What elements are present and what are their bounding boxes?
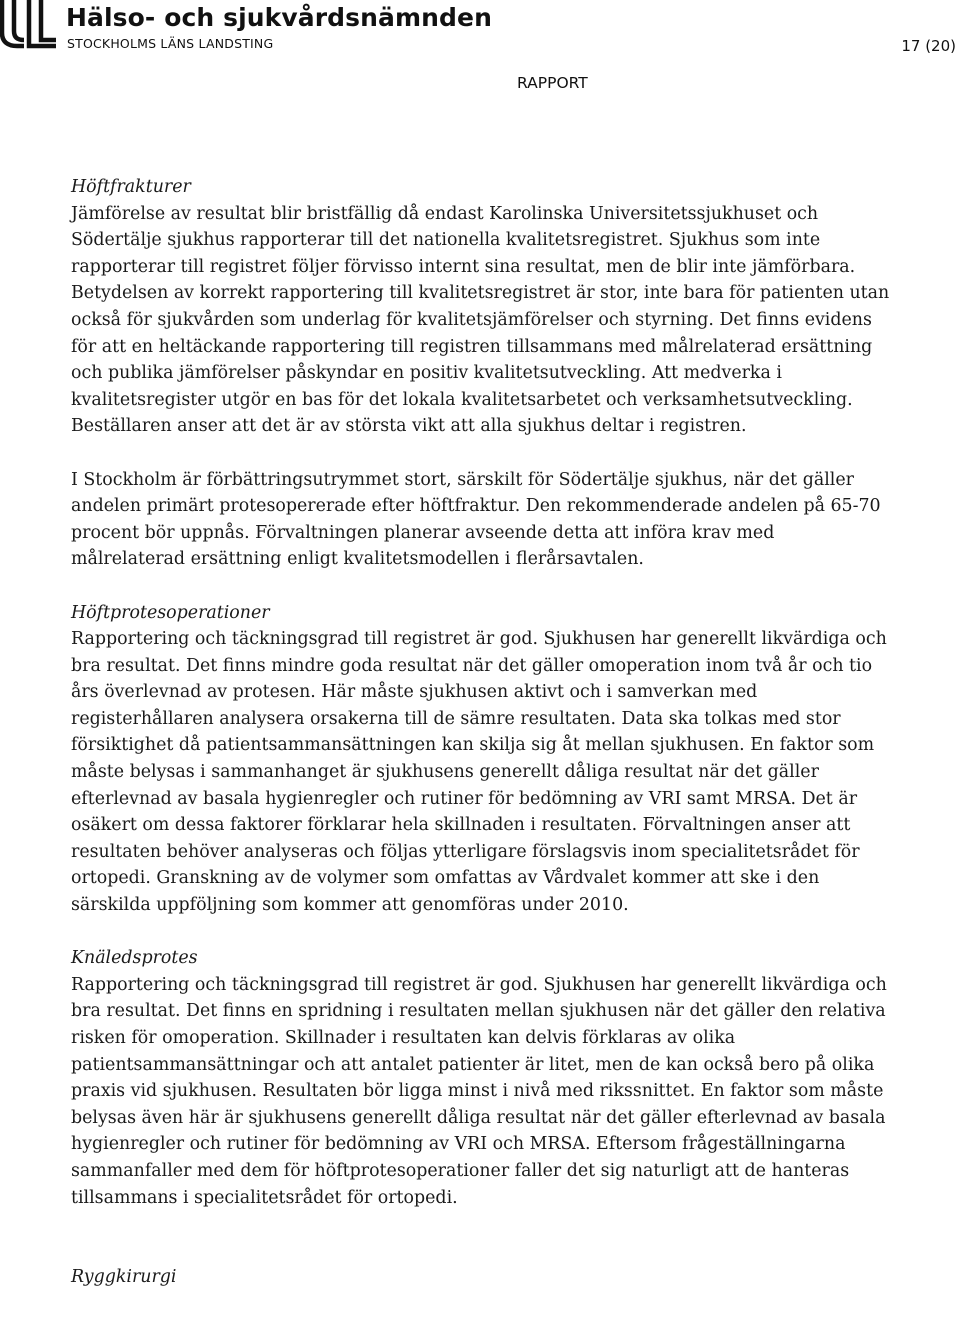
- paragraph: Rapportering och täckningsgrad till registret är god. Sjukhusen har generellt likvärdiga och bra resultat. Det finns mindre goda resultat när det gäller omoperation inom två år och tio års överlevnad av protesen. Här måste sjukhusen aktivt och i samverkan med registerhållaren analysera orsakerna till de sämre resultaten. Data ska tolkas med stor försiktighet då patientsammansättningen kan skilja sig åt mellan sjukhusen. En faktor som måste belysas i sammanhanget är sjukhusens generellt dåliga resultat när det gäller efterlevnad av basala hygienregler och rutiner för bedömning av VRI samt MRSA. Det är osäkert om dessa faktorer förklarar hela skillnaden i resultaten. Förvaltningen anser att resultaten behöver analyseras och följas ytterligare förslagsvis inom specialitetsrådet för ortopedi. Granskning av de volymer som omfattas av Vårdvalet kommer att ske i den särskilda uppföljning som kommer att genomföras under 2010.: [71, 629, 887, 916]
- paragraph: I Stockholm är förbättringsutrymmet stort, särskilt för Södertälje sjukhus, när det gäller andelen primärt protesopererade efter höftfraktur. Den rekommenderade andelen på 65-70 procent bör uppnås. Förvaltningen planerar avseende detta att införa krav med målrelaterad ersättning enligt kvalitetsmodellen i flerårsavtalen.: [71, 469, 881, 570]
- organization-name: Hälso- och sjukvårdsnämnden: [66, 3, 493, 32]
- paragraph-gap: [71, 440, 893, 467]
- document-type: RAPPORT: [517, 74, 588, 92]
- paragraph: Jämförelse av resultat blir bristfällig då endast Karolinska Universitetssjukhuset och Södertälje sjukhus rapporterar till det nationella kvalitetsregistret. Sjukhus som inte rapporterar till registret följer förvisso internt sina resultat, men de blir inte jämförbara. Betydelsen av korrekt rapportering till kvalitetsregistret är stor, inte bara för patienten utan också för sjukvården som underlag för kvalitetsjämförelser och styrning. Det finns evidens för att en heltäckande rapportering till registren tillsammans med målrelaterad ersättning och publika jämförelser påskyndar en positiv kvalitetsutveckling. Att medverka i kvalitetsregister utgör en bas för det lokala kvalitetsarbetet och verksamhetsutveckling. Beställaren anser att det är av största vikt att alla sjukhus deltar i registren.: [71, 203, 890, 437]
- county-council-logo: [0, 0, 58, 52]
- section-heading-hoftfrakturer: Höftfrakturer: [71, 177, 191, 197]
- page-number: 17 (20): [901, 37, 956, 55]
- paragraph: Rapportering och täckningsgrad till registret är god. Sjukhusen har generellt likvärdiga och bra resultat. Det finns en spridning i resultaten mellan sjukhusen när det gäller den relativa risken för omoperation. Skillnader i resultaten kan delvis förklaras av olika patientsammansättningar och att antalet patienter är litet, men de kan också bero på olika praxis vid sjukhusen. Resultaten bör ligga minst i nivå med rikssnittet. En faktor som måste belysas även här är sjukhusens generellt dåliga resultat när det gäller efterlevnad av basala hygienregler och rutiner för bedömning av VRI och MRSA. Eftersom frågeställningarna sammanfaller med dem för höftprotesoperationer faller det sig naturligt att de hanteras tillsammans i specialitetsrådet för ortopedi.: [71, 974, 887, 1208]
- section-heading-ryggkirurgi: Ryggkirurgi: [71, 1267, 177, 1288]
- section-heading-knaledsprotes: Knäledsprotes: [71, 948, 198, 969]
- page-header: [0, 0, 960, 100]
- organization-subtitle: STOCKHOLMS LÄNS LANDSTING: [67, 36, 274, 51]
- paragraph-gap: [71, 919, 893, 946]
- section-heading-hoftprotesoperationer: Höftprotesoperationer: [71, 602, 270, 623]
- paragraph-gap: [71, 573, 893, 600]
- paragraph-gap: [71, 1238, 893, 1265]
- document-body: [71, 174, 893, 1291]
- paragraph-gap: [71, 1211, 893, 1238]
